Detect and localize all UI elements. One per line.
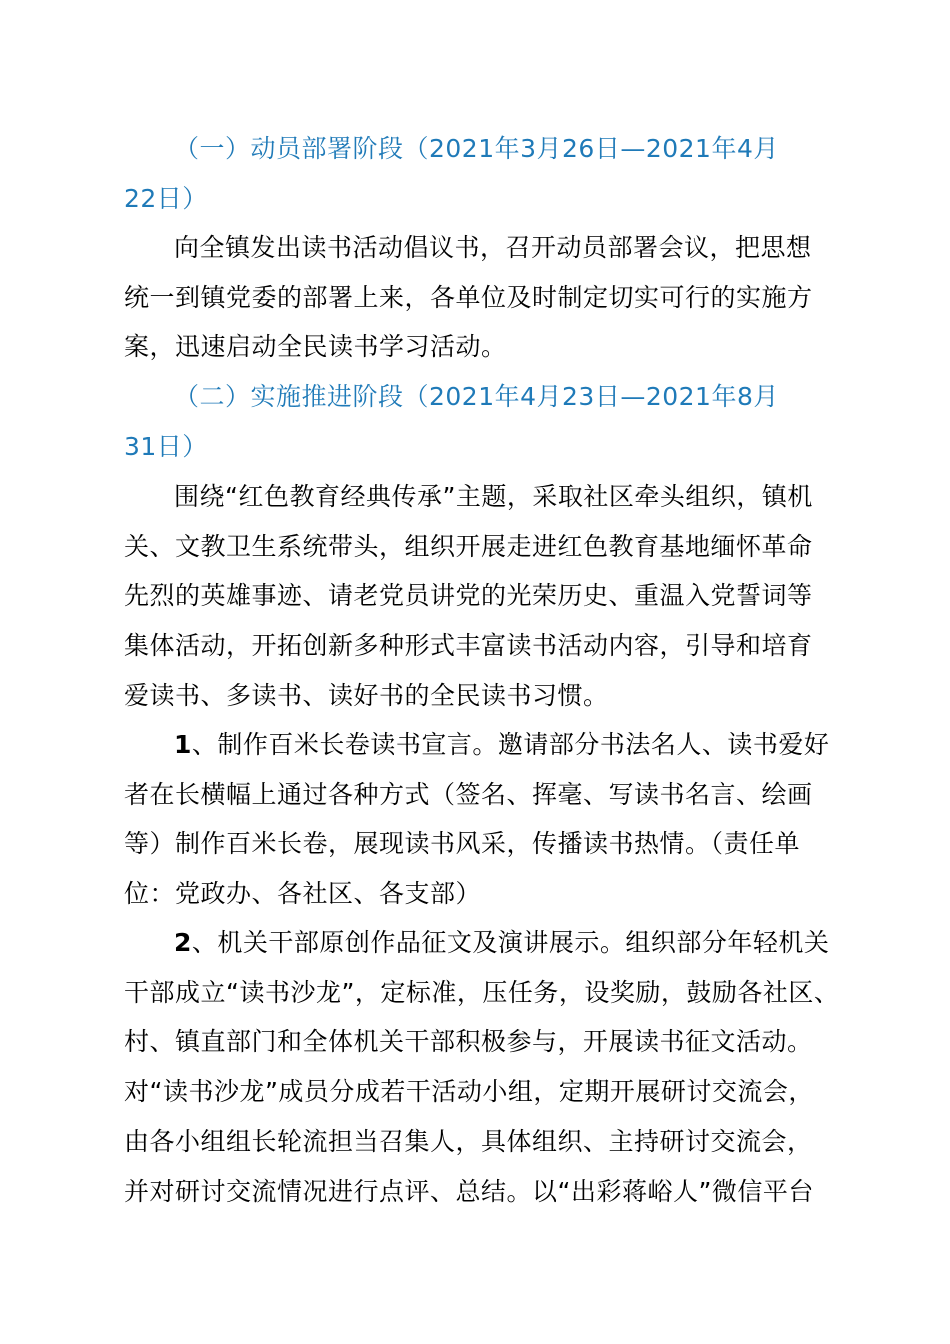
paragraph-line: 干部成立“读书沙龙”，定标准，压任务，设奖励，鼓励各社区、	[124, 977, 840, 1007]
paragraph-line: 围绕“红色教育经典传承”主题，采取社区牵头组织，镇机	[174, 482, 813, 511]
paragraph-line: 等）制作百米长卷，展现读书风采，传播读书热情。（责任单	[124, 829, 801, 859]
heading-line: （二）实施推进阶段（2021年4月23日—2021年8月	[174, 382, 779, 411]
paragraph-line: 关、文教卫生系统带头，组织开展走进红色教育基地缅怀革命	[124, 531, 813, 561]
list-item-first-line	[124, 720, 840, 770]
heading-line: 22日）	[124, 183, 208, 213]
section-heading-1	[124, 124, 840, 223]
paragraph-line: 位：党政办、各社区、各支部）	[124, 879, 482, 909]
paragraph-line: 向全镇发出读书活动倡议书，召开动员部署会议，把思想	[174, 233, 812, 262]
paragraph-2	[124, 472, 840, 721]
paragraph-line: 集体活动，开拓创新多种形式丰富读书活动内容，引导和培育	[124, 631, 813, 661]
paragraph-line: 统一到镇党委的部署上来，各单位及时制定切实可行的实施方	[124, 282, 813, 312]
paragraph-line: 对“读书沙龙”成员分成若干活动小组，定期开展研讨交流会，	[124, 1077, 814, 1107]
paragraph-line: 由各小组组长轮流担当召集人，具体组织、主持研讨交流会，	[124, 1126, 813, 1156]
heading-line: （一）动员部署阶段（2021年3月26日—2021年4月	[174, 134, 779, 163]
list-item-number: 1	[174, 730, 192, 759]
list-item-first-line	[124, 918, 840, 968]
heading-line: 31日）	[124, 431, 208, 461]
paragraph-line: 者在长横幅上通过各种方式（签名、挥毫、写读书名言、绘画	[124, 779, 813, 809]
list-item-text: 、制作百米长卷读书宣言。邀请部分书法名人、读书爱好	[191, 730, 830, 759]
paragraph-line: 案，迅速启动全民读书学习活动。	[124, 332, 507, 362]
paragraph-line: 并对研讨交流情况进行点评、总结。以“出彩蒋峪人”微信平台	[124, 1176, 814, 1206]
section-heading-2	[124, 372, 840, 471]
list-item-text: 、机关干部原创作品征文及演讲展示。组织部分年轻机关	[191, 928, 830, 957]
paragraph-line: 先烈的英雄事迹、请老党员讲党的光荣历史、重温入党誓词等	[124, 581, 813, 611]
list-item-number: 2	[174, 928, 192, 957]
paragraph-line: 村、镇直部门和全体机关干部积极参与，开展读书征文活动。	[124, 1027, 813, 1057]
paragraph-1	[124, 223, 840, 372]
list-item-1	[124, 720, 840, 919]
paragraph-line: 爱读书、多读书、读好书的全民读书习惯。	[124, 680, 609, 710]
list-item-2	[124, 918, 840, 1216]
